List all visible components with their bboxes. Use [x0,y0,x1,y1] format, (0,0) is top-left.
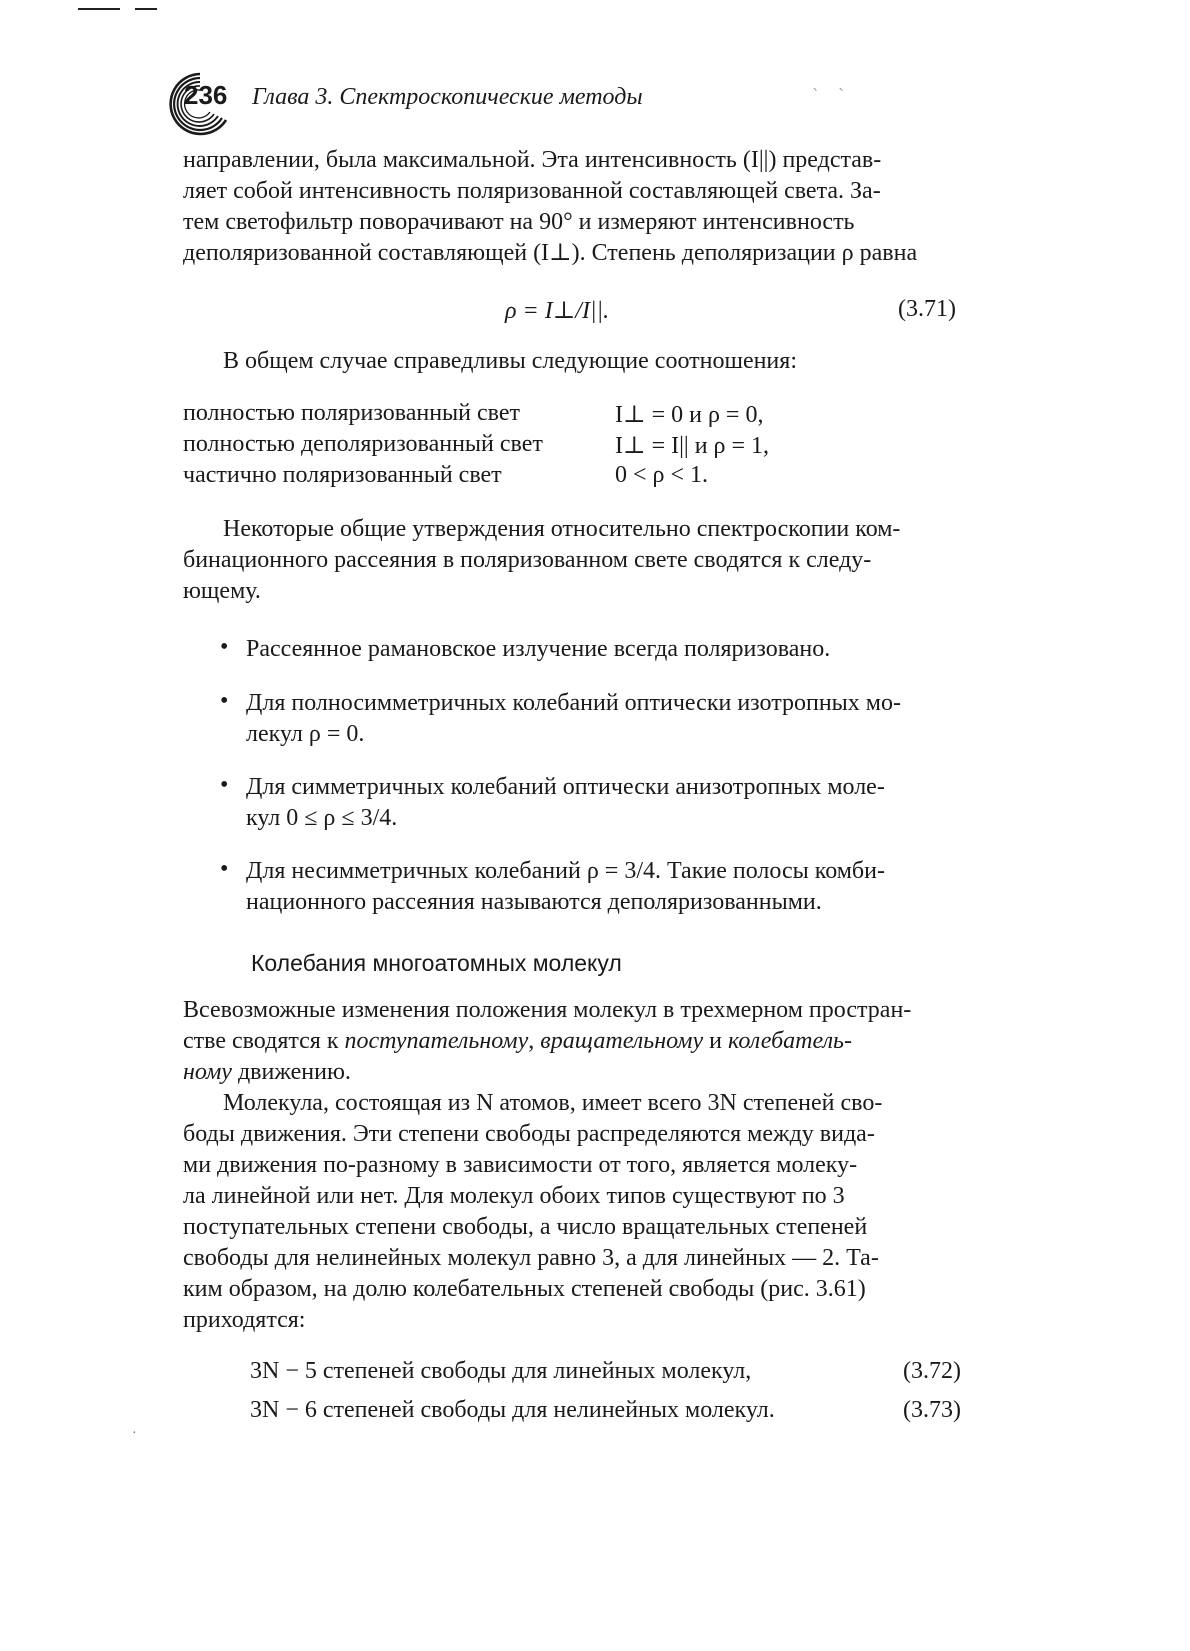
paragraph-degrees [183,1088,975,1336]
text-line: деполяризованной составляющей (I⊥). Степень деполяризации ρ равна [183,240,918,266]
text-line: ми движения по-разному в зависимости от того, является молеку- [183,1152,858,1178]
list-item [246,856,976,918]
text-line: кул 0 ≤ ρ ≤ 3/4. [246,805,398,831]
condition-formula: I⊥ = 0 и ρ = 0, [615,402,764,428]
list-item [246,772,976,834]
text-line: Для полносимметричных колебаний оптически изотропных мо- [246,690,901,716]
equation-3-71: ρ = I⊥/I||. [505,298,610,324]
bullet-icon: • [220,634,229,660]
text-line: приходятся: [183,1307,306,1333]
text-line: Некоторые общие утверждения относительно спектроскопии ком- [223,516,901,542]
paragraph-motion [183,995,975,1088]
text-line: ющему. [183,578,261,604]
condition-label: частично поляризованный свет [183,462,502,488]
page-number: 236 [184,80,228,110]
equation-number: (3.72) [903,1358,961,1384]
bullet-icon: • [220,772,229,798]
running-title: Глава 3. Спектроскопические методы [252,84,643,110]
section-heading: Колебания многоатомных молекул [251,950,622,976]
text-line: тем светофильтр поворачивают на 90° и измеряют интенсивность [183,209,855,235]
text-line: ла линейной или нет. Для молекул обоих типов существуют по 3 [183,1183,845,1209]
top-rule-right [135,8,157,10]
list-item [246,688,976,750]
text-line: В общем случае справедливы следующие соотношения: [223,348,797,374]
paragraph-intro [183,145,975,269]
equation-number: (3.71) [898,296,956,322]
text-line: стве сводятся к поступательному, вращательному и колебатель- [183,1028,852,1054]
text-line: Для несимметричных колебаний ρ = 3/4. Такие полосы комби- [246,858,885,884]
stray-mark: · [132,1426,137,1441]
text-line: лекул ρ = 0. [246,721,365,747]
list-item [246,634,976,665]
text-line: поступательных степени свободы, а число вращательных степеней [183,1214,868,1240]
equation-3-73: 3N − 6 степеней свободы для нелинейных молекул. [250,1397,775,1423]
paragraph-general [183,346,975,377]
condition-label: полностью деполяризованный свет [183,431,543,457]
top-rule-left [78,8,120,10]
text-line: национного рассеяния называются деполяризованными. [246,889,822,915]
text-line: ким образом, на долю колебательных степеней свободы (рис. 3.61) [183,1276,866,1302]
scan-specks: ՝ ՝ [812,88,852,105]
text-line: ляет собой интенсивность поляризованной составляющей света. За- [183,178,881,204]
text-line: направлении, была максимальной. Эта интенсивность (I||) представ- [183,147,882,173]
equation-number: (3.73) [903,1397,961,1423]
text-line: ному движению. [183,1059,351,1085]
text-line: бинационного рассеяния в поляризованном свете сводятся к следу- [183,547,872,573]
paragraph-statements [183,514,975,607]
text-line: боды движения. Эти степени свободы распределяются между вида- [183,1121,875,1147]
text-line: свободы для нелинейных молекул равно 3, а для линейных — 2. Та- [183,1245,879,1271]
text-line: Рассеянное рамановское излучение всегда поляризовано. [246,636,831,662]
condition-formula: 0 < ρ < 1. [615,462,709,488]
text-line: Молекула, состоящая из N атомов, имеет всего 3N степеней сво- [223,1090,883,1116]
text-line: Всевозможные изменения положения молекул в трехмерном простран- [183,997,912,1023]
text-line: Для симметричных колебаний оптически анизотропных моле- [246,774,885,800]
equation-3-72: 3N − 5 степеней свободы для линейных молекул, [250,1358,752,1384]
bullet-icon: • [220,856,229,882]
condition-label: полностью поляризованный свет [183,400,520,426]
bullet-icon: • [220,688,229,714]
condition-formula: I⊥ = I|| и ρ = 1, [615,433,770,459]
